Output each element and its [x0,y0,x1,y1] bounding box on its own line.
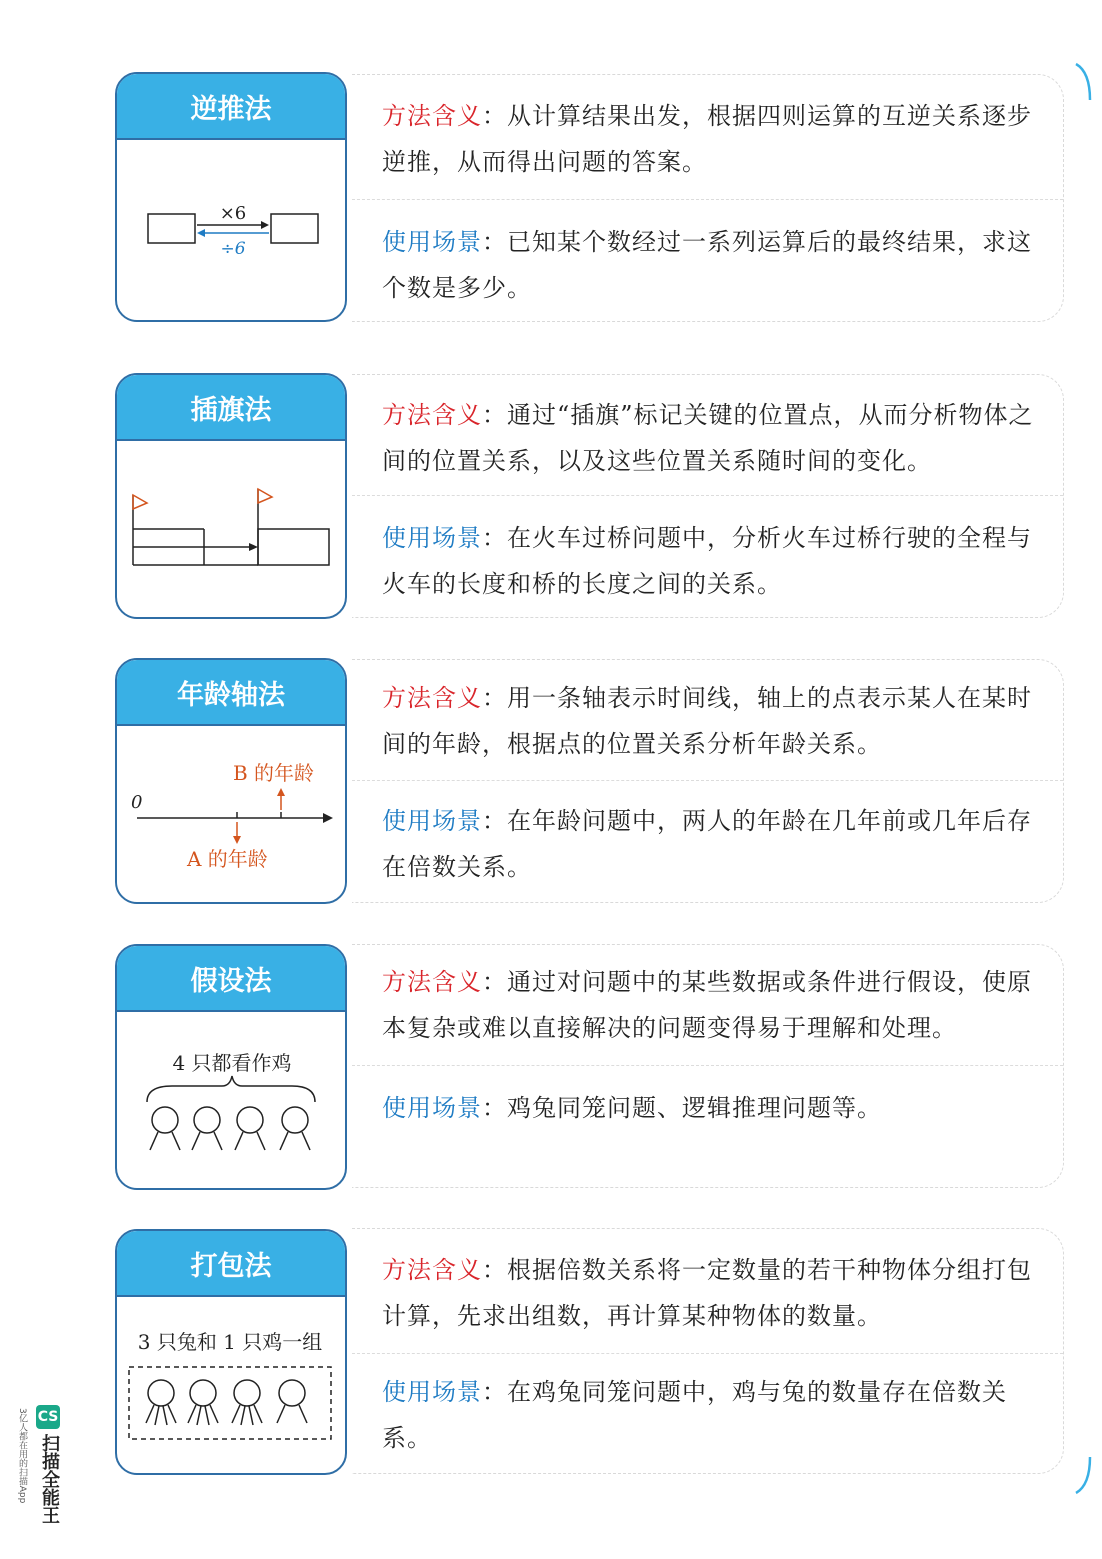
scanner-logo: CS [36,1405,60,1429]
method-card [115,1229,347,1475]
usage-text: 在火车过桥问题中，分析火车过桥行驶的全程与火车的长度和桥的长度之间的关系。 [382,524,1032,598]
method-desc-panel [352,1228,1064,1474]
usage-label: 使用场景 [382,807,482,835]
meaning-text: 根据倍数关系将一定数量的若干种物体分组打包计算，先求出组数，再计算某种物体的数量。 [382,1256,1032,1330]
reverse-diagram [117,140,345,320]
usage-text: 已知某个数经过一系列运算后的最终结果，求这个数是多少。 [382,228,1032,302]
page-edge-curve-bottom [1074,1455,1094,1495]
usage-paragraph: 使用场景：已知某个数经过一系列运算后的最终结果，求这个数是多少。 [382,228,1032,302]
bundle-diagram [117,1297,345,1473]
meaning-label: 方法含义 [382,401,482,429]
usage-label: 使用场景 [382,1378,482,1406]
bundle-caption: 3 只兔和 1 只鸡一组 [137,1330,323,1354]
divider [352,780,1063,781]
usage-text: 在年龄问题中，两人的年龄在几年前或几年后存在倍数关系。 [382,807,1032,881]
usage-label: 使用场景 [382,524,482,552]
method-title: 插旗法 [117,375,345,441]
divider [352,199,1063,200]
method-desc-panel [352,74,1064,322]
method-card [115,658,347,904]
usage-label: 使用场景 [382,228,482,256]
method-desc-panel [352,374,1064,618]
usage-label: 使用场景 [382,1094,482,1122]
usage-paragraph: 使用场景：在火车过桥问题中，分析火车过桥行驶的全程与火车的长度和桥的长度之间的关系。 [382,524,1032,598]
usage-paragraph: 使用场景：鸡兔同笼问题、逻辑推理问题等。 [382,1094,882,1122]
axis-origin: 0 [131,792,143,813]
divider [352,1353,1063,1354]
meaning-paragraph: 方法含义：用一条轴表示时间线，轴上的点表示某人在某时间的年龄，根据点的位置关系分析年龄关系。 [382,684,1032,758]
meaning-label: 方法含义 [382,1256,482,1284]
meaning-paragraph: 方法含义：从计算结果出发，根据四则运算的互逆关系逐步逆推，从而得出问题的答案。 [382,102,1032,176]
meaning-label: 方法含义 [382,684,482,712]
method-title: 逆推法 [117,74,345,140]
usage-text: 鸡兔同笼问题、逻辑推理问题等。 [507,1094,882,1122]
age-axis-diagram [117,726,345,902]
flag-diagram [117,441,345,617]
a-age-label: A 的年龄 [187,847,268,871]
method-title: 年龄轴法 [117,660,345,726]
method-title: 打包法 [117,1231,345,1297]
scanner-name: 扫描全能王 [39,1434,60,1524]
meaning-label: 方法含义 [382,102,482,130]
scanner-tagline: 3亿人都在用的扫描App [17,1408,27,1504]
method-title: 假设法 [117,946,345,1012]
meaning-paragraph: 方法含义：通过“插旗”标记关键的位置点，从而分析物体之间的位置关系，以及这些位置关系随时间的变化。 [382,401,1034,475]
multiply-label: ×6 [219,203,247,224]
meaning-text: 从计算结果出发，根据四则运算的互逆关系逐步逆推，从而得出问题的答案。 [382,102,1032,176]
meaning-text: 用一条轴表示时间线，轴上的点表示某人在某时间的年龄，根据点的位置关系分析年龄关系。 [382,684,1032,758]
usage-paragraph: 使用场景：在鸡兔同笼问题中，鸡与兔的数量存在倍数关系。 [382,1378,1007,1452]
b-age-label: B 的年龄 [233,761,315,785]
meaning-paragraph: 方法含义：根据倍数关系将一定数量的若干种物体分组打包计算，先求出组数，再计算某种物体的数量。 [382,1256,1032,1330]
method-card [115,72,347,322]
usage-text: 在鸡兔同笼问题中，鸡与兔的数量存在倍数关系。 [382,1378,1007,1452]
meaning-text: 通过对问题中的某些数据或条件进行假设，使原本复杂或难以直接解决的问题变得易于理解和处理。 [382,968,1032,1042]
divider [352,1065,1063,1066]
method-card [115,373,347,619]
meaning-paragraph: 方法含义：通过对问题中的某些数据或条件进行假设，使原本复杂或难以直接解决的问题变得易于理解和处理。 [382,968,1032,1042]
assumption-diagram [117,1012,345,1188]
method-card [115,944,347,1190]
page-edge-curve-top [1074,62,1094,102]
method-desc-panel [352,944,1064,1188]
meaning-label: 方法含义 [382,968,482,996]
usage-paragraph: 使用场景：在年龄问题中，两人的年龄在几年前或几年后存在倍数关系。 [382,807,1032,881]
divider [352,495,1063,496]
method-desc-panel [352,659,1064,903]
meaning-text: 通过“插旗”标记关键的位置点，从而分析物体之间的位置关系，以及这些位置关系随时间的变化。 [382,401,1034,475]
divide-label: ÷6 [220,239,246,259]
assumption-caption: 4 只都看作鸡 [172,1051,292,1075]
